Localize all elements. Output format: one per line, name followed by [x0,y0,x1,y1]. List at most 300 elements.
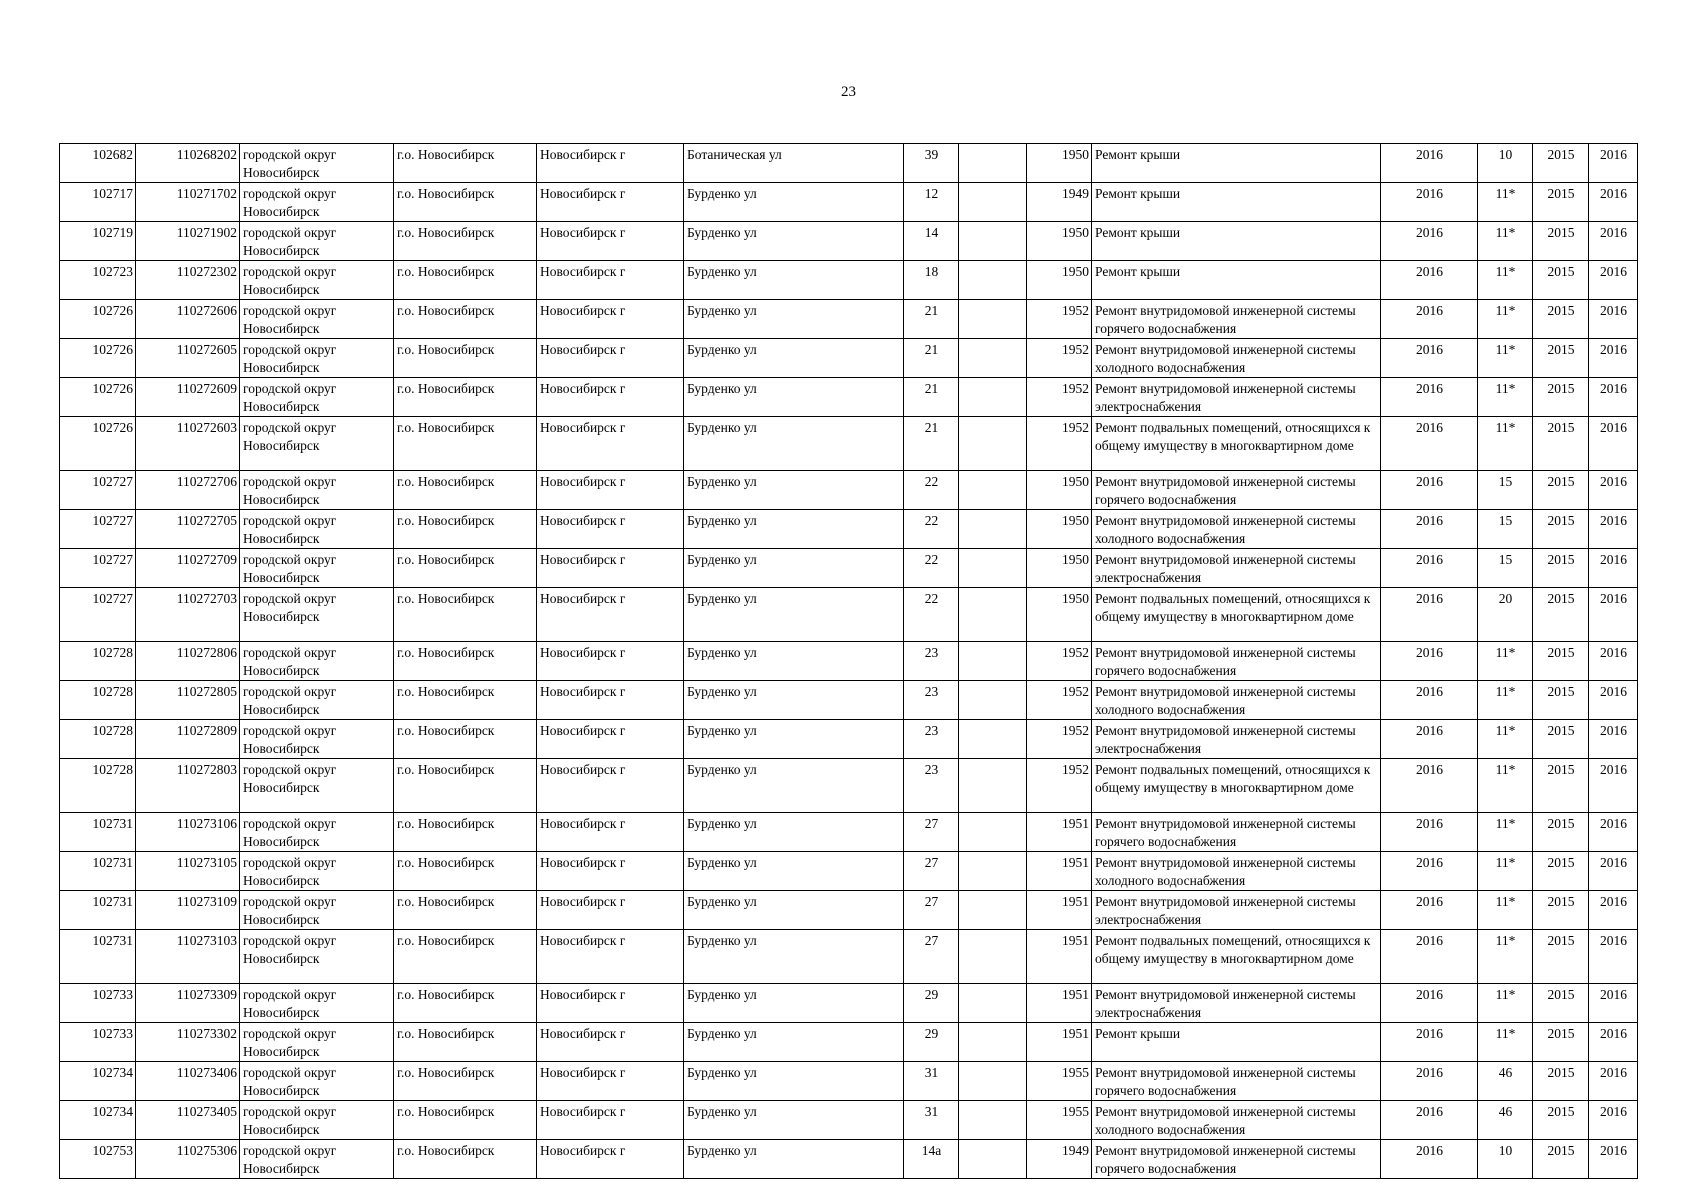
municipality-cell: городской округ Новосибирск [240,1140,394,1179]
object-id-cell: 102726 [60,417,136,471]
table-row [60,1101,1638,1140]
term-cell: 11* [1478,813,1533,852]
work-type-cell: Ремонт крыши [1092,222,1381,261]
city-cell: Новосибирск г [537,417,684,471]
table-row [60,984,1638,1023]
year-built-cell: 1950 [1027,471,1092,510]
city-cell: Новосибирск г [537,549,684,588]
registry-table [59,143,1638,1179]
house-number-cell: 29 [904,984,959,1023]
year-built-cell: 1951 [1027,891,1092,930]
city-cell: Новосибирск г [537,588,684,642]
object-id-cell: 102734 [60,1101,136,1140]
year-from-cell: 2015 [1533,1062,1589,1101]
settlement-cell: г.о. Новосибирск [394,471,537,510]
year-built-cell: 1955 [1027,1101,1092,1140]
work-type-cell: Ремонт подвальных помещений, относящихся к общему имуществу в многоквартирном доме [1092,417,1381,471]
municipality-cell: городской округ Новосибирск [240,471,394,510]
municipality-cell: городской округ Новосибирск [240,1101,394,1140]
municipality-cell: городской округ Новосибирск [240,549,394,588]
extra-cell [959,1140,1027,1179]
object-id-cell: 102733 [60,1023,136,1062]
object-id-cell: 102734 [60,1062,136,1101]
municipality-cell: городской округ Новосибирск [240,930,394,984]
work-type-cell: Ремонт крыши [1092,144,1381,183]
year-from-cell: 2015 [1533,930,1589,984]
year-from-cell: 2015 [1533,417,1589,471]
year-from-cell: 2015 [1533,642,1589,681]
page-number: 23 [841,84,856,100]
house-number-cell: 31 [904,1101,959,1140]
year-built-cell: 1951 [1027,984,1092,1023]
year-from-cell: 2015 [1533,1101,1589,1140]
work-code-cell: 110272803 [136,759,240,813]
year-to-cell: 2016 [1589,984,1638,1023]
table-row [60,642,1638,681]
work-code-cell: 110272603 [136,417,240,471]
house-number-cell: 23 [904,720,959,759]
table-row [60,1023,1638,1062]
term-cell: 11* [1478,642,1533,681]
house-number-cell: 21 [904,378,959,417]
object-id-cell: 102682 [60,144,136,183]
table-row [60,588,1638,642]
year-built-cell: 1949 [1027,1140,1092,1179]
work-type-cell: Ремонт крыши [1092,183,1381,222]
table-row [60,471,1638,510]
year-to-cell: 2016 [1589,144,1638,183]
settlement-cell: г.о. Новосибирск [394,930,537,984]
year-to-cell: 2016 [1589,378,1638,417]
municipality-cell: городской округ Новосибирск [240,510,394,549]
plan-year-cell: 2016 [1381,984,1478,1023]
house-number-cell: 18 [904,261,959,300]
year-built-cell: 1952 [1027,720,1092,759]
extra-cell [959,720,1027,759]
settlement-cell: г.о. Новосибирск [394,642,537,681]
city-cell: Новосибирск г [537,222,684,261]
table-row [60,681,1638,720]
year-from-cell: 2015 [1533,1140,1589,1179]
table-row [60,183,1638,222]
year-to-cell: 2016 [1589,222,1638,261]
year-from-cell: 2015 [1533,144,1589,183]
municipality-cell: городской округ Новосибирск [240,720,394,759]
work-type-cell: Ремонт внутридомовой инженерной системы электроснабжения [1092,378,1381,417]
settlement-cell: г.о. Новосибирск [394,588,537,642]
table-row [60,300,1638,339]
term-cell: 20 [1478,588,1533,642]
municipality-cell: городской округ Новосибирск [240,588,394,642]
house-number-cell: 39 [904,144,959,183]
work-code-cell: 110273405 [136,1101,240,1140]
year-from-cell: 2015 [1533,300,1589,339]
municipality-cell: городской округ Новосибирск [240,222,394,261]
street-cell: Бурденко ул [684,642,904,681]
city-cell: Новосибирск г [537,642,684,681]
work-type-cell: Ремонт подвальных помещений, относящихся к общему имуществу в многоквартирном доме [1092,588,1381,642]
work-code-cell: 110273309 [136,984,240,1023]
street-cell: Бурденко ул [684,720,904,759]
city-cell: Новосибирск г [537,1101,684,1140]
municipality-cell: городской округ Новосибирск [240,759,394,813]
city-cell: Новосибирск г [537,378,684,417]
plan-year-cell: 2016 [1381,1101,1478,1140]
term-cell: 10 [1478,1140,1533,1179]
year-to-cell: 2016 [1589,510,1638,549]
year-to-cell: 2016 [1589,261,1638,300]
house-number-cell: 14 [904,222,959,261]
work-code-cell: 110272606 [136,300,240,339]
extra-cell [959,681,1027,720]
term-cell: 11* [1478,759,1533,813]
house-number-cell: 22 [904,588,959,642]
house-number-cell: 27 [904,813,959,852]
extra-cell [959,891,1027,930]
extra-cell [959,378,1027,417]
year-built-cell: 1952 [1027,417,1092,471]
plan-year-cell: 2016 [1381,891,1478,930]
street-cell: Бурденко ул [684,813,904,852]
settlement-cell: г.о. Новосибирск [394,1140,537,1179]
municipality-cell: городской округ Новосибирск [240,417,394,471]
city-cell: Новосибирск г [537,984,684,1023]
street-cell: Бурденко ул [684,984,904,1023]
plan-year-cell: 2016 [1381,720,1478,759]
term-cell: 11* [1478,1023,1533,1062]
year-built-cell: 1950 [1027,588,1092,642]
house-number-cell: 27 [904,930,959,984]
year-from-cell: 2015 [1533,510,1589,549]
work-code-cell: 110273103 [136,930,240,984]
city-cell: Новосибирск г [537,339,684,378]
work-type-cell: Ремонт внутридомовой инженерной системы горячего водоснабжения [1092,1140,1381,1179]
plan-year-cell: 2016 [1381,1062,1478,1101]
object-id-cell: 102717 [60,183,136,222]
object-id-cell: 102731 [60,813,136,852]
work-code-cell: 110275306 [136,1140,240,1179]
work-code-cell: 110273302 [136,1023,240,1062]
house-number-cell: 21 [904,300,959,339]
year-to-cell: 2016 [1589,588,1638,642]
work-code-cell: 110272302 [136,261,240,300]
object-id-cell: 102731 [60,930,136,984]
extra-cell [959,300,1027,339]
year-to-cell: 2016 [1589,1062,1638,1101]
plan-year-cell: 2016 [1381,378,1478,417]
extra-cell [959,222,1027,261]
year-to-cell: 2016 [1589,1023,1638,1062]
table-row [60,813,1638,852]
object-id-cell: 102719 [60,222,136,261]
plan-year-cell: 2016 [1381,144,1478,183]
work-code-cell: 110268202 [136,144,240,183]
city-cell: Новосибирск г [537,930,684,984]
term-cell: 15 [1478,510,1533,549]
street-cell: Бурденко ул [684,681,904,720]
extra-cell [959,852,1027,891]
city-cell: Новосибирск г [537,852,684,891]
work-code-cell: 110272709 [136,549,240,588]
year-built-cell: 1952 [1027,339,1092,378]
city-cell: Новосибирск г [537,759,684,813]
work-code-cell: 110272705 [136,510,240,549]
year-from-cell: 2015 [1533,222,1589,261]
municipality-cell: городской округ Новосибирск [240,852,394,891]
house-number-cell: 21 [904,339,959,378]
term-cell: 11* [1478,852,1533,891]
settlement-cell: г.о. Новосибирск [394,852,537,891]
term-cell: 10 [1478,144,1533,183]
municipality-cell: городской округ Новосибирск [240,300,394,339]
municipality-cell: городской округ Новосибирск [240,183,394,222]
year-to-cell: 2016 [1589,339,1638,378]
plan-year-cell: 2016 [1381,222,1478,261]
year-from-cell: 2015 [1533,1023,1589,1062]
house-number-cell: 23 [904,681,959,720]
work-type-cell: Ремонт крыши [1092,261,1381,300]
work-code-cell: 110272609 [136,378,240,417]
year-from-cell: 2015 [1533,681,1589,720]
year-from-cell: 2015 [1533,813,1589,852]
work-type-cell: Ремонт внутридомовой инженерной системы горячего водоснабжения [1092,300,1381,339]
extra-cell [959,144,1027,183]
municipality-cell: городской округ Новосибирск [240,813,394,852]
object-id-cell: 102723 [60,261,136,300]
term-cell: 46 [1478,1101,1533,1140]
work-code-cell: 110273105 [136,852,240,891]
work-type-cell: Ремонт подвальных помещений, относящихся к общему имуществу в многоквартирном доме [1092,930,1381,984]
work-code-cell: 110272605 [136,339,240,378]
city-cell: Новосибирск г [537,144,684,183]
year-built-cell: 1952 [1027,378,1092,417]
extra-cell [959,417,1027,471]
street-cell: Бурденко ул [684,261,904,300]
plan-year-cell: 2016 [1381,1023,1478,1062]
year-to-cell: 2016 [1589,759,1638,813]
settlement-cell: г.о. Новосибирск [394,300,537,339]
year-from-cell: 2015 [1533,984,1589,1023]
work-type-cell: Ремонт внутридомовой инженерной системы холодного водоснабжения [1092,339,1381,378]
house-number-cell: 27 [904,852,959,891]
city-cell: Новосибирск г [537,891,684,930]
object-id-cell: 102727 [60,510,136,549]
plan-year-cell: 2016 [1381,930,1478,984]
settlement-cell: г.о. Новосибирск [394,1062,537,1101]
street-cell: Бурденко ул [684,549,904,588]
house-number-cell: 14а [904,1140,959,1179]
extra-cell [959,510,1027,549]
work-type-cell: Ремонт внутридомовой инженерной системы электроснабжения [1092,549,1381,588]
plan-year-cell: 2016 [1381,759,1478,813]
table-row [60,930,1638,984]
year-to-cell: 2016 [1589,681,1638,720]
table-row [60,759,1638,813]
year-from-cell: 2015 [1533,891,1589,930]
year-built-cell: 1952 [1027,300,1092,339]
year-built-cell: 1951 [1027,813,1092,852]
street-cell: Бурденко ул [684,1062,904,1101]
plan-year-cell: 2016 [1381,261,1478,300]
street-cell: Бурденко ул [684,222,904,261]
plan-year-cell: 2016 [1381,642,1478,681]
settlement-cell: г.о. Новосибирск [394,339,537,378]
extra-cell [959,642,1027,681]
work-code-cell: 110272809 [136,720,240,759]
year-to-cell: 2016 [1589,813,1638,852]
extra-cell [959,1062,1027,1101]
house-number-cell: 22 [904,471,959,510]
settlement-cell: г.о. Новосибирск [394,183,537,222]
work-code-cell: 110271702 [136,183,240,222]
municipality-cell: городской округ Новосибирск [240,339,394,378]
term-cell: 11* [1478,378,1533,417]
settlement-cell: г.о. Новосибирск [394,1023,537,1062]
year-built-cell: 1951 [1027,930,1092,984]
settlement-cell: г.о. Новосибирск [394,681,537,720]
plan-year-cell: 2016 [1381,549,1478,588]
work-type-cell: Ремонт внутридомовой инженерной системы электроснабжения [1092,984,1381,1023]
city-cell: Новосибирск г [537,813,684,852]
plan-year-cell: 2016 [1381,1140,1478,1179]
year-from-cell: 2015 [1533,720,1589,759]
object-id-cell: 102728 [60,681,136,720]
street-cell: Бурденко ул [684,300,904,339]
year-from-cell: 2015 [1533,261,1589,300]
street-cell: Бурденко ул [684,759,904,813]
extra-cell [959,471,1027,510]
year-from-cell: 2015 [1533,759,1589,813]
municipality-cell: городской округ Новосибирск [240,378,394,417]
year-to-cell: 2016 [1589,852,1638,891]
term-cell: 11* [1478,891,1533,930]
year-built-cell: 1949 [1027,183,1092,222]
year-built-cell: 1951 [1027,1023,1092,1062]
municipality-cell: городской округ Новосибирск [240,642,394,681]
object-id-cell: 102726 [60,378,136,417]
year-built-cell: 1952 [1027,759,1092,813]
municipality-cell: городской округ Новосибирск [240,261,394,300]
street-cell: Бурденко ул [684,1101,904,1140]
house-number-cell: 27 [904,891,959,930]
table-row [60,510,1638,549]
year-from-cell: 2015 [1533,378,1589,417]
settlement-cell: г.о. Новосибирск [394,1101,537,1140]
extra-cell [959,339,1027,378]
term-cell: 11* [1478,720,1533,759]
year-built-cell: 1955 [1027,1062,1092,1101]
object-id-cell: 102728 [60,720,136,759]
city-cell: Новосибирск г [537,510,684,549]
plan-year-cell: 2016 [1381,852,1478,891]
work-type-cell: Ремонт внутридомовой инженерной системы горячего водоснабжения [1092,471,1381,510]
settlement-cell: г.о. Новосибирск [394,813,537,852]
work-code-cell: 110273406 [136,1062,240,1101]
year-built-cell: 1951 [1027,852,1092,891]
year-to-cell: 2016 [1589,417,1638,471]
work-type-cell: Ремонт внутридомовой инженерной системы холодного водоснабжения [1092,852,1381,891]
table-row [60,1062,1638,1101]
street-cell: Бурденко ул [684,471,904,510]
work-code-cell: 110273109 [136,891,240,930]
year-to-cell: 2016 [1589,720,1638,759]
work-code-cell: 110273106 [136,813,240,852]
object-id-cell: 102731 [60,891,136,930]
municipality-cell: городской округ Новосибирск [240,144,394,183]
year-to-cell: 2016 [1589,183,1638,222]
year-from-cell: 2015 [1533,549,1589,588]
plan-year-cell: 2016 [1381,681,1478,720]
city-cell: Новосибирск г [537,300,684,339]
work-type-cell: Ремонт крыши [1092,1023,1381,1062]
street-cell: Бурденко ул [684,183,904,222]
object-id-cell: 102731 [60,852,136,891]
work-code-cell: 110271902 [136,222,240,261]
municipality-cell: городской округ Новосибирск [240,1062,394,1101]
year-built-cell: 1952 [1027,681,1092,720]
year-built-cell: 1950 [1027,144,1092,183]
street-cell: Бурденко ул [684,417,904,471]
house-number-cell: 22 [904,510,959,549]
work-type-cell: Ремонт внутридомовой инженерной системы горячего водоснабжения [1092,1062,1381,1101]
work-type-cell: Ремонт внутридомовой инженерной системы горячего водоснабжения [1092,642,1381,681]
municipality-cell: городской округ Новосибирск [240,891,394,930]
work-code-cell: 110272706 [136,471,240,510]
street-cell: Бурденко ул [684,1023,904,1062]
table-row [60,1140,1638,1179]
plan-year-cell: 2016 [1381,339,1478,378]
house-number-cell: 22 [904,549,959,588]
house-number-cell: 21 [904,417,959,471]
street-cell: Бурденко ул [684,930,904,984]
settlement-cell: г.о. Новосибирск [394,720,537,759]
extra-cell [959,1101,1027,1140]
object-id-cell: 102726 [60,339,136,378]
table-row [60,417,1638,471]
plan-year-cell: 2016 [1381,300,1478,339]
table-row [60,378,1638,417]
term-cell: 11* [1478,984,1533,1023]
table-row [60,339,1638,378]
term-cell: 11* [1478,681,1533,720]
object-id-cell: 102727 [60,588,136,642]
term-cell: 11* [1478,300,1533,339]
plan-year-cell: 2016 [1381,471,1478,510]
table-row [60,261,1638,300]
settlement-cell: г.о. Новосибирск [394,144,537,183]
house-number-cell: 23 [904,642,959,681]
year-to-cell: 2016 [1589,300,1638,339]
house-number-cell: 31 [904,1062,959,1101]
settlement-cell: г.о. Новосибирск [394,984,537,1023]
term-cell: 11* [1478,417,1533,471]
year-from-cell: 2015 [1533,852,1589,891]
year-to-cell: 2016 [1589,549,1638,588]
street-cell: Бурденко ул [684,510,904,549]
table-row [60,144,1638,183]
work-type-cell: Ремонт внутридомовой инженерной системы электроснабжения [1092,720,1381,759]
street-cell: Бурденко ул [684,891,904,930]
municipality-cell: городской округ Новосибирск [240,681,394,720]
year-from-cell: 2015 [1533,339,1589,378]
city-cell: Новосибирск г [537,183,684,222]
plan-year-cell: 2016 [1381,813,1478,852]
work-type-cell: Ремонт внутридомовой инженерной системы холодного водоснабжения [1092,1101,1381,1140]
settlement-cell: г.о. Новосибирск [394,891,537,930]
extra-cell [959,759,1027,813]
term-cell: 11* [1478,339,1533,378]
year-to-cell: 2016 [1589,891,1638,930]
